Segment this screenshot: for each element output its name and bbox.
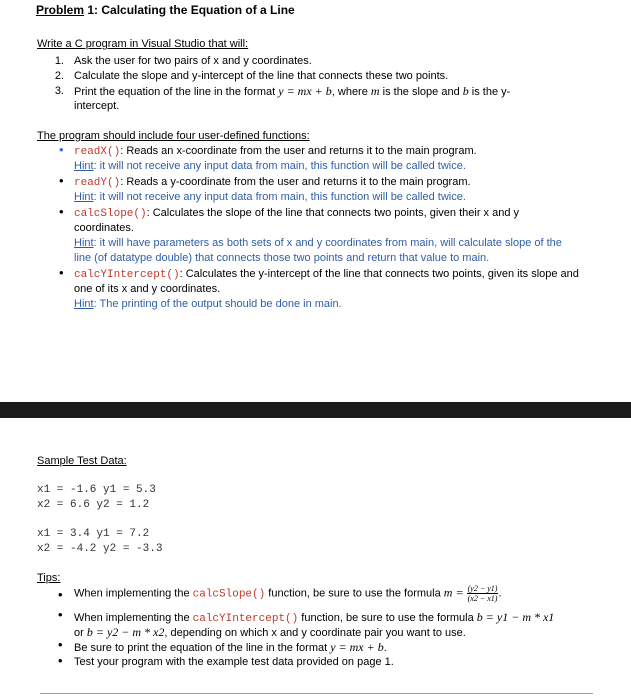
- function-name: calcSlope(): [192, 588, 266, 601]
- tip-text: function, be sure to use the formula: [265, 587, 444, 600]
- function-calcyintercept: [74, 268, 579, 281]
- hint-label: Hint: [74, 191, 94, 203]
- hint-text: : it will not receive any input data from main, this function will be called twice.: [93, 160, 466, 172]
- hint-text: : it will not receive any input data from main, this function will be called twice.: [93, 191, 466, 203]
- bullet-icon: •: [58, 587, 63, 602]
- hint-text: : The printing of the output should be done in main.: [93, 298, 342, 310]
- tip-text: .: [498, 587, 502, 600]
- hint-calcslope: [74, 237, 562, 249]
- function-readx: [74, 145, 477, 158]
- sample-line: x2 = 6.6 y2 = 1.2: [37, 499, 150, 511]
- function-name: readX(): [74, 146, 121, 158]
- sample-heading: Sample Test Data:: [37, 455, 127, 467]
- write-item-1: Ask the user for two pairs of x and y coordinates.: [74, 55, 312, 67]
- hint-text: : it will have parameters as both sets of x and y coordinates from main, will calculate slope of the: [93, 237, 562, 249]
- tip-text: Be sure to print the equation of the line in the format: [74, 642, 331, 654]
- intercept-formula-1: b = y1 − m * x1: [476, 610, 555, 624]
- functions-heading: The program should include four user-defined functions:: [37, 130, 310, 142]
- item-number: 1.: [54, 55, 64, 67]
- tip-text: When implementing the: [74, 587, 193, 600]
- write-item-2: Calculate the slope and y-intercept of the line that connects these two points.: [74, 70, 449, 82]
- fraction-numerator: (y2 − y1): [467, 584, 498, 593]
- bottom-divider: [40, 693, 593, 694]
- function-desc: : Calculates the slope of the line that connects two points, given their x and y: [146, 207, 520, 219]
- write-heading: Write a C program in Visual Studio that will:: [37, 38, 249, 50]
- item-number: 3.: [54, 85, 64, 97]
- hint-label: Hint: [74, 160, 94, 172]
- function-desc: : Calculates the y-intercept of the line that connects two points, given its slope and: [179, 268, 579, 280]
- problem-title: [36, 3, 295, 17]
- hint-label: Hint: [74, 237, 94, 249]
- intercept-formula-2: b = y2 − m * x2: [86, 625, 165, 639]
- page-break-bar: [0, 402, 631, 418]
- hint-label: Hint: [74, 298, 94, 310]
- tip-1: [74, 584, 502, 603]
- tip-text: , depending on which x and y coordinate pair you want to use.: [164, 627, 466, 639]
- write-item-3-line2: intercept.: [74, 100, 120, 112]
- bullet-icon: •: [59, 142, 64, 157]
- tip-2: [74, 610, 554, 625]
- equation-format: y = mx + b: [330, 640, 384, 654]
- bullet-icon: •: [58, 653, 63, 668]
- function-name: readY(): [74, 177, 121, 189]
- function-desc: : Reads an x-coordinate from the user and returns it to the main program.: [120, 145, 477, 157]
- function-name: calcYIntercept(): [74, 269, 180, 281]
- bullet-icon: •: [59, 173, 64, 188]
- tip-3: [74, 640, 387, 655]
- function-ready: [74, 176, 471, 189]
- write-item-3-text: is the y-: [468, 86, 511, 98]
- function-calcslope: [74, 207, 519, 220]
- tip-text: .: [383, 642, 387, 654]
- bullet-icon: •: [59, 265, 64, 280]
- bullet-icon: •: [58, 637, 63, 652]
- function-name: calcYIntercept(): [192, 613, 299, 625]
- function-desc-line2: one of its x and y coordinates.: [74, 283, 221, 295]
- fraction-denominator: (x2 − x1): [467, 594, 498, 603]
- sample-line: x1 = -1.6 y1 = 5.3: [37, 484, 156, 496]
- bullet-icon: •: [59, 204, 64, 219]
- slope-fraction: [467, 584, 502, 603]
- tip-4: Test your program with the example test data provided on page 1.: [74, 656, 394, 668]
- tip-text: function, be sure to use the formula: [298, 612, 477, 624]
- function-desc-line2: coordinates.: [74, 222, 134, 234]
- tip-text: When implementing the: [74, 612, 193, 624]
- bullet-icon: •: [58, 607, 63, 622]
- title-label: Problem: [36, 3, 85, 17]
- sample-line: x2 = -4.2 y2 = -3.3: [37, 543, 163, 555]
- hint-readx: [74, 160, 466, 172]
- item-number: 2.: [54, 70, 64, 82]
- var-m: m: [370, 84, 380, 98]
- tip-text: or: [74, 627, 87, 639]
- write-item-3-text: Print the equation of the line in the format: [74, 86, 279, 98]
- write-item-3: [74, 84, 510, 99]
- write-item-3-text: is the slope and: [379, 86, 463, 98]
- tips-heading: Tips:: [37, 572, 61, 584]
- var-b: b: [462, 84, 469, 98]
- hint-calcyintercept: [74, 298, 342, 310]
- sample-line: x1 = 3.4 y1 = 7.2: [37, 528, 150, 540]
- write-item-3-text: , where: [331, 86, 371, 98]
- tip-2-line2: [74, 625, 466, 640]
- title-rest: 1: Calculating the Equation of a Line: [84, 3, 295, 17]
- hint-line2: line (of datatype double) that connects those two points and return that value to main.: [74, 252, 490, 264]
- slope-lhs: m =: [443, 585, 464, 600]
- hint-ready: [74, 191, 466, 203]
- function-name: calcSlope(): [74, 208, 147, 220]
- function-desc: : Reads a y-coordinate from the user and returns it to the main program.: [120, 176, 471, 188]
- equation-format: y = mx + b: [278, 84, 332, 98]
